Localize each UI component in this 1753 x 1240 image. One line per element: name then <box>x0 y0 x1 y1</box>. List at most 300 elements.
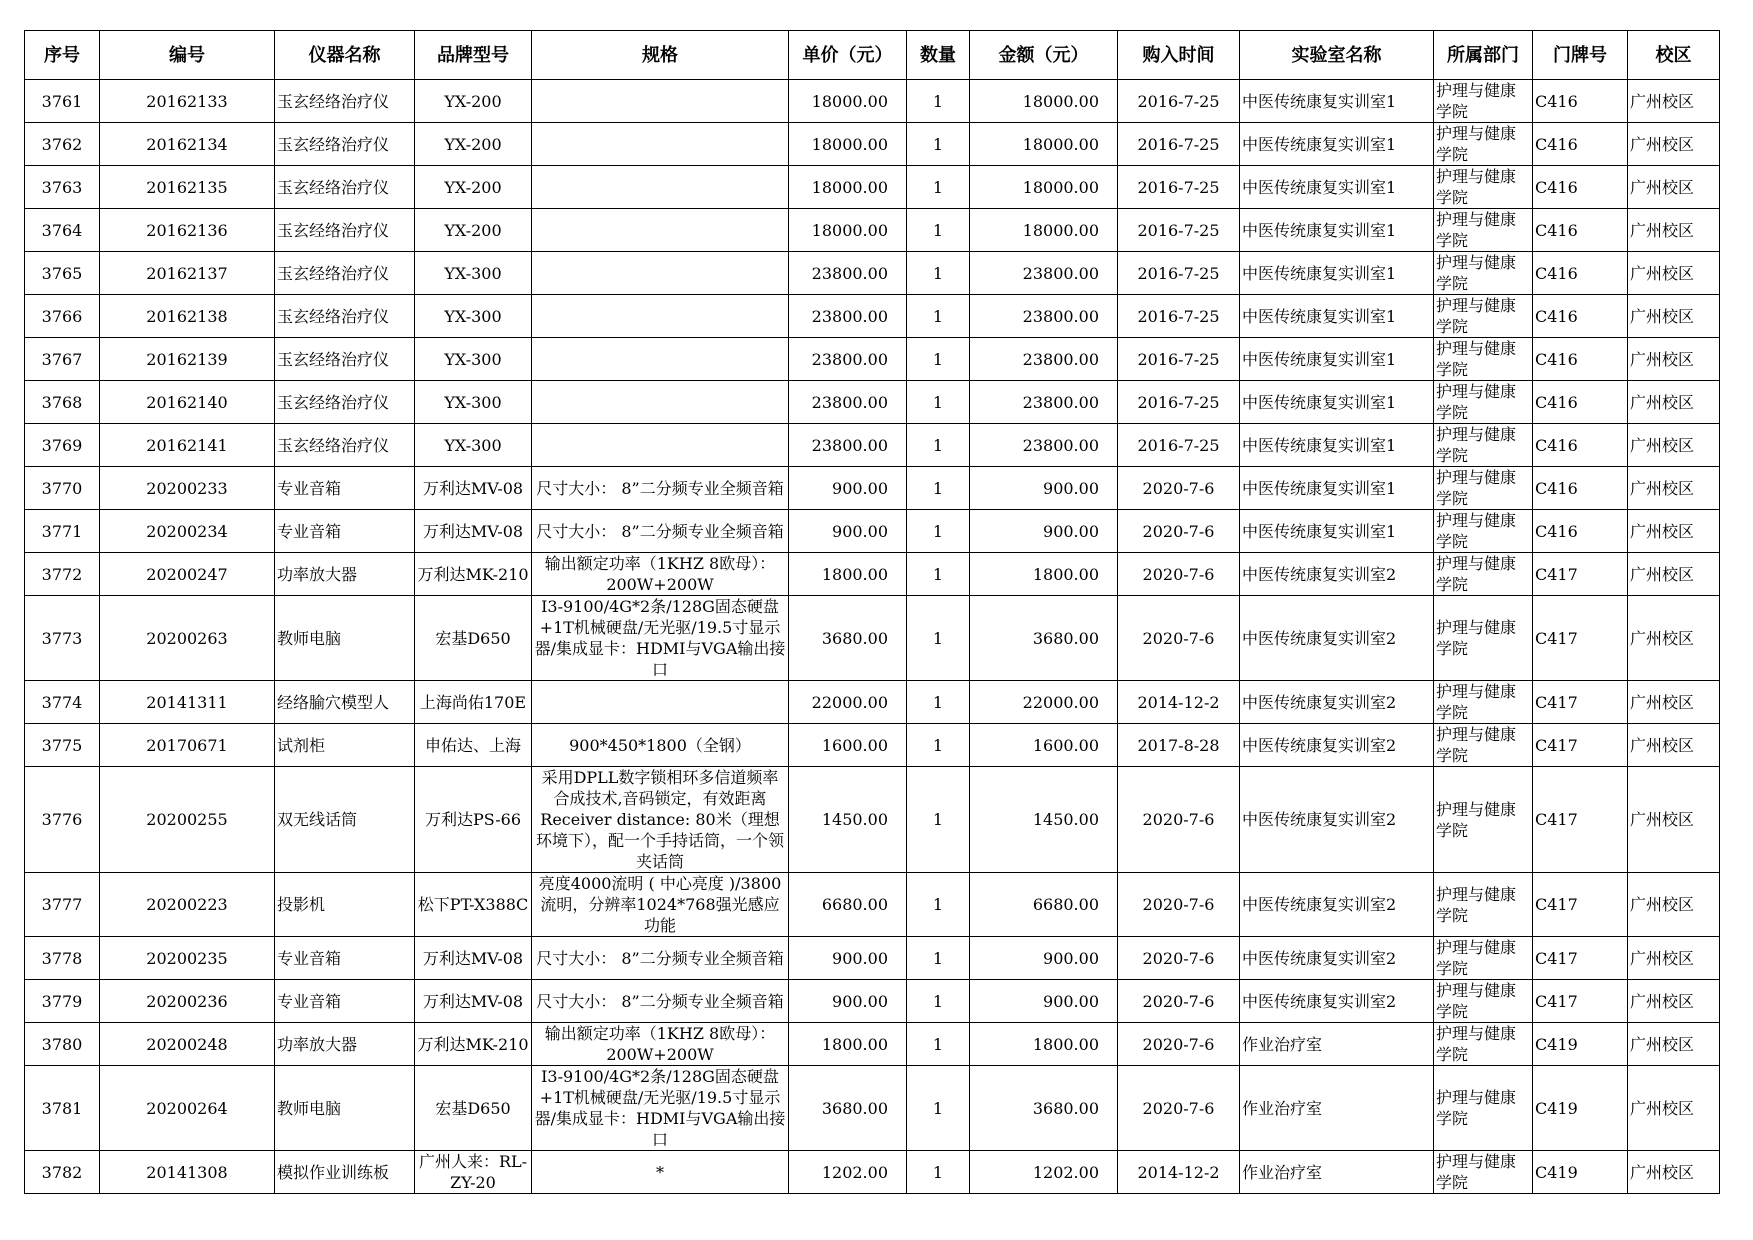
cell-col-seq <box>25 873 100 937</box>
header-col-campus: 校区 <box>1628 31 1720 80</box>
cell-col-department <box>1434 510 1533 553</box>
cell-col-campus <box>1628 295 1720 338</box>
cell-text: 广州校区 <box>1630 91 1695 111</box>
cell-col-amount <box>970 166 1118 209</box>
cell-text: C417 <box>1535 735 1578 755</box>
cell-col-spec <box>532 553 789 596</box>
table-row <box>25 553 1720 596</box>
cell-text: 900.00 <box>832 948 888 968</box>
cell-text: 2020-7-6 <box>1142 628 1215 648</box>
cell-col-unit-price <box>789 724 907 767</box>
cell-text: 2016-7-25 <box>1137 306 1220 326</box>
cell-col-campus <box>1628 937 1720 980</box>
table-row <box>25 80 1720 123</box>
cell-col-instrument <box>275 980 415 1023</box>
cell-text: 3767 <box>41 349 83 369</box>
cell-col-amount <box>970 596 1118 681</box>
cell-text: C416 <box>1535 521 1578 541</box>
cell-text: 玉玄经络治疗仪 <box>277 435 390 455</box>
cell-col-lab-name <box>1240 767 1434 873</box>
cell-col-seq <box>25 166 100 209</box>
table-body <box>25 80 1720 1194</box>
cell-text: 20162136 <box>146 220 228 240</box>
cell-col-seq <box>25 937 100 980</box>
cell-col-spec <box>532 381 789 424</box>
cell-text: 1 <box>932 692 944 712</box>
cell-col-purchase-date <box>1118 1066 1240 1151</box>
cell-text: 广州校区 <box>1630 564 1695 584</box>
cell-text: 中医传统康复实训室1 <box>1242 306 1397 326</box>
cell-text: 2016-7-25 <box>1137 349 1220 369</box>
cell-text: 20200236 <box>146 991 228 1011</box>
cell-text: 3769 <box>41 435 83 455</box>
cell-text: 20162135 <box>146 177 228 197</box>
cell-text: 18000.00 <box>1022 91 1099 111</box>
cell-col-seq <box>25 338 100 381</box>
cell-col-department <box>1434 123 1533 166</box>
cell-col-code <box>100 252 275 295</box>
cell-col-qty <box>907 553 970 596</box>
cell-text: 试剂柜 <box>277 735 326 755</box>
cell-col-model <box>415 937 532 980</box>
cell-col-purchase-date <box>1118 510 1240 553</box>
cell-text: 3680.00 <box>821 628 888 648</box>
cell-col-model <box>415 510 532 553</box>
cell-col-room <box>1533 1151 1628 1194</box>
cell-text: 22000.00 <box>1022 692 1099 712</box>
cell-col-spec <box>532 1066 789 1151</box>
cell-col-campus <box>1628 1066 1720 1151</box>
cell-text: 万利达MV-08 <box>422 948 524 968</box>
table-row <box>25 873 1720 937</box>
cell-text: C417 <box>1535 628 1578 648</box>
cell-col-qty <box>907 295 970 338</box>
cell-text: 3770 <box>41 478 83 498</box>
cell-text: 3765 <box>41 263 83 283</box>
cell-col-campus <box>1628 166 1720 209</box>
cell-col-spec <box>532 937 789 980</box>
cell-col-campus <box>1628 80 1720 123</box>
cell-text: 1800.00 <box>1032 564 1099 584</box>
cell-text: 20170671 <box>146 735 228 755</box>
cell-text: 万利达MV-08 <box>422 991 524 1011</box>
header-col-code: 编号 <box>100 31 275 80</box>
table-row <box>25 252 1720 295</box>
cell-text: 1 <box>932 564 944 584</box>
cell-col-spec <box>532 510 789 553</box>
cell-col-amount <box>970 767 1118 873</box>
cell-text: YX-300 <box>444 435 502 455</box>
cell-col-code <box>100 596 275 681</box>
cell-text: 3768 <box>41 392 83 412</box>
cell-text: 3680.00 <box>821 1098 888 1118</box>
cell-col-qty <box>907 937 970 980</box>
cell-text: C417 <box>1535 991 1578 1011</box>
header-col-seq: 序号 <box>25 31 100 80</box>
cell-text: 教师电脑 <box>277 1098 342 1118</box>
cell-col-campus <box>1628 681 1720 724</box>
cell-text: 1 <box>932 478 944 498</box>
cell-text: 23800.00 <box>811 263 888 283</box>
cell-col-amount <box>970 467 1118 510</box>
cell-text: 2020-7-6 <box>1142 810 1215 829</box>
cell-col-campus <box>1628 381 1720 424</box>
cell-text: 亮度4000流明 ( 中心亮度 )/3800流明，分辨率1024*768强光感应功能 <box>538 874 782 935</box>
cell-text: 23800.00 <box>811 435 888 455</box>
cell-col-unit-price <box>789 510 907 553</box>
cell-col-instrument <box>275 209 415 252</box>
cell-col-unit-price <box>789 1023 907 1066</box>
cell-col-lab-name <box>1240 937 1434 980</box>
cell-col-instrument <box>275 123 415 166</box>
cell-col-lab-name <box>1240 873 1434 937</box>
cell-col-room <box>1533 596 1628 681</box>
cell-text: 玉玄经络治疗仪 <box>277 91 390 111</box>
cell-text: 1450.00 <box>1032 810 1099 829</box>
cell-col-spec <box>532 1151 789 1194</box>
cell-text: C417 <box>1535 895 1578 914</box>
cell-col-purchase-date <box>1118 166 1240 209</box>
cell-text: 广州校区 <box>1630 628 1695 648</box>
cell-text: 20162141 <box>146 435 228 455</box>
cell-col-spec <box>532 596 789 681</box>
cell-col-campus <box>1628 338 1720 381</box>
cell-col-qty <box>907 209 970 252</box>
cell-col-department <box>1434 252 1533 295</box>
cell-text: 1 <box>932 1034 944 1054</box>
cell-text: 中医传统康复实训室1 <box>1242 91 1397 111</box>
cell-col-qty <box>907 1023 970 1066</box>
cell-col-model <box>415 1151 532 1194</box>
cell-col-model <box>415 724 532 767</box>
cell-col-unit-price <box>789 553 907 596</box>
cell-text: 专业音箱 <box>277 991 342 1011</box>
cell-text: 教师电脑 <box>277 628 342 648</box>
cell-col-instrument <box>275 381 415 424</box>
cell-text: 广州校区 <box>1630 895 1695 914</box>
cell-col-campus <box>1628 767 1720 873</box>
cell-text: I3-9100/4G*2条/128G固态硬盘+1T机械硬盘/无光驱/19.5寸显示器/集成显卡：HDMI与VGA输出接口 <box>534 1067 786 1149</box>
cell-text: 护理与健康学院 <box>1436 884 1517 925</box>
cell-col-department <box>1434 381 1533 424</box>
cell-col-department <box>1434 980 1533 1023</box>
cell-col-department <box>1434 681 1533 724</box>
cell-text: 900.00 <box>832 521 888 541</box>
cell-col-department <box>1434 1023 1533 1066</box>
cell-col-room <box>1533 209 1628 252</box>
cell-text: 3782 <box>41 1162 83 1182</box>
cell-col-room <box>1533 553 1628 596</box>
cell-col-spec <box>532 80 789 123</box>
cell-col-lab-name <box>1240 596 1434 681</box>
cell-text: 尺寸大小： 8”二分频专业全频音箱 <box>536 478 784 498</box>
cell-col-qty <box>907 80 970 123</box>
table-row <box>25 767 1720 873</box>
cell-text: 投影机 <box>277 895 326 914</box>
cell-text: 20141311 <box>146 692 228 712</box>
cell-col-spec <box>532 767 789 873</box>
cell-text: 输出额定功率（1KHZ 8欧母）：200W+200W <box>544 554 776 594</box>
cell-col-campus <box>1628 510 1720 553</box>
cell-col-instrument <box>275 467 415 510</box>
cell-col-code <box>100 724 275 767</box>
cell-text: 23800.00 <box>1022 349 1099 369</box>
cell-text: 2020-7-6 <box>1142 991 1215 1011</box>
cell-col-spec <box>532 209 789 252</box>
cell-text: 专业音箱 <box>277 478 342 498</box>
cell-col-unit-price <box>789 80 907 123</box>
cell-col-code <box>100 937 275 980</box>
cell-text: 广州校区 <box>1630 692 1695 712</box>
cell-text: 广州校区 <box>1630 435 1695 455</box>
cell-col-model <box>415 553 532 596</box>
cell-text: 2014-12-2 <box>1137 692 1220 712</box>
table-row <box>25 338 1720 381</box>
cell-col-seq <box>25 510 100 553</box>
table-row <box>25 681 1720 724</box>
cell-col-instrument <box>275 295 415 338</box>
cell-text: 1800.00 <box>821 1034 888 1054</box>
table-row <box>25 295 1720 338</box>
cell-col-unit-price <box>789 424 907 467</box>
cell-text: 23800.00 <box>811 306 888 326</box>
cell-text: 护理与健康学院 <box>1436 210 1517 250</box>
cell-col-instrument <box>275 252 415 295</box>
cell-col-purchase-date <box>1118 209 1240 252</box>
cell-col-instrument <box>275 937 415 980</box>
cell-col-model <box>415 424 532 467</box>
cell-col-seq <box>25 1151 100 1194</box>
header-col-qty: 数量 <box>907 31 970 80</box>
cell-text: 18000.00 <box>1022 220 1099 240</box>
table-row <box>25 980 1720 1023</box>
cell-text: 1202.00 <box>1032 1162 1099 1182</box>
cell-col-spec <box>532 873 789 937</box>
cell-text: 3764 <box>41 220 83 240</box>
cell-text: 2020-7-6 <box>1142 895 1215 914</box>
cell-text: 玉玄经络治疗仪 <box>277 220 390 240</box>
cell-col-campus <box>1628 873 1720 937</box>
cell-col-seq <box>25 424 100 467</box>
cell-text: 2016-7-25 <box>1137 392 1220 412</box>
cell-text: 护理与健康学院 <box>1436 124 1517 164</box>
cell-text: 3761 <box>41 91 83 111</box>
cell-text: 护理与健康学院 <box>1436 1088 1517 1128</box>
cell-col-code <box>100 1151 275 1194</box>
cell-col-unit-price <box>789 295 907 338</box>
cell-col-purchase-date <box>1118 724 1240 767</box>
cell-text: 20162140 <box>146 392 228 412</box>
cell-col-code <box>100 467 275 510</box>
cell-text: 20200247 <box>146 564 228 584</box>
cell-text: 功率放大器 <box>277 564 358 584</box>
cell-col-model <box>415 209 532 252</box>
cell-text: 护理与健康学院 <box>1436 253 1517 293</box>
cell-col-seq <box>25 295 100 338</box>
cell-text: C417 <box>1535 948 1578 968</box>
cell-text: C419 <box>1535 1098 1578 1118</box>
cell-text: 1 <box>932 895 944 914</box>
cell-col-code <box>100 873 275 937</box>
cell-text: YX-200 <box>444 177 502 197</box>
cell-col-unit-price <box>789 338 907 381</box>
cell-col-lab-name <box>1240 510 1434 553</box>
cell-col-spec <box>532 338 789 381</box>
cell-text: 1 <box>932 91 944 111</box>
cell-text: 广州校区 <box>1630 1162 1695 1182</box>
cell-col-amount <box>970 123 1118 166</box>
cell-text: 20200255 <box>146 810 228 829</box>
cell-col-campus <box>1628 1023 1720 1066</box>
cell-text: 23800.00 <box>1022 392 1099 412</box>
cell-text: 中医传统康复实训室1 <box>1242 220 1397 240</box>
cell-col-code <box>100 338 275 381</box>
cell-text: 广州校区 <box>1630 306 1695 326</box>
cell-text: C419 <box>1535 1034 1578 1054</box>
cell-text: 900.00 <box>832 478 888 498</box>
cell-col-qty <box>907 596 970 681</box>
header-col-purchase-date: 购入时间 <box>1118 31 1240 80</box>
cell-col-purchase-date <box>1118 467 1240 510</box>
cell-text: 18000.00 <box>1022 177 1099 197</box>
cell-col-seq <box>25 209 100 252</box>
cell-text: 20162134 <box>146 134 228 154</box>
cell-text: 1 <box>932 392 944 412</box>
cell-col-lab-name <box>1240 467 1434 510</box>
cell-col-room <box>1533 1023 1628 1066</box>
cell-col-unit-price <box>789 681 907 724</box>
cell-text: 经络腧穴模型人 <box>277 692 390 712</box>
cell-text: 玉玄经络治疗仪 <box>277 392 390 412</box>
cell-col-amount <box>970 681 1118 724</box>
cell-col-department <box>1434 1066 1533 1151</box>
cell-col-purchase-date <box>1118 424 1240 467</box>
cell-col-lab-name <box>1240 123 1434 166</box>
cell-text: 宏基D650 <box>435 628 511 648</box>
cell-col-lab-name <box>1240 980 1434 1023</box>
cell-text: 20162137 <box>146 263 228 283</box>
cell-col-instrument <box>275 1023 415 1066</box>
cell-text: 上海尚佑170E <box>419 692 527 712</box>
cell-text: 3773 <box>41 628 83 648</box>
cell-col-code <box>100 681 275 724</box>
cell-col-department <box>1434 553 1533 596</box>
cell-col-amount <box>970 424 1118 467</box>
cell-text: 护理与健康学院 <box>1436 81 1517 121</box>
cell-col-qty <box>907 767 970 873</box>
cell-col-model <box>415 596 532 681</box>
cell-col-seq <box>25 724 100 767</box>
cell-text: 6680.00 <box>1032 895 1099 914</box>
equipment-table <box>24 30 1720 1194</box>
cell-col-seq <box>25 980 100 1023</box>
cell-text: 中医传统康复实训室2 <box>1242 948 1397 968</box>
cell-col-seq <box>25 123 100 166</box>
cell-col-code <box>100 510 275 553</box>
cell-col-lab-name <box>1240 166 1434 209</box>
cell-text: 2020-7-6 <box>1142 948 1215 968</box>
cell-col-model <box>415 767 532 873</box>
cell-text: 中医传统康复实训室2 <box>1242 564 1397 584</box>
cell-col-department <box>1434 467 1533 510</box>
cell-text: 6680.00 <box>821 895 888 914</box>
cell-col-qty <box>907 467 970 510</box>
cell-col-room <box>1533 381 1628 424</box>
cell-text: I3-9100/4G*2条/128G固态硬盘+1T机械硬盘/无光驱/19.5寸显示器/集成显卡：HDMI与VGA输出接口 <box>534 597 786 679</box>
cell-col-model <box>415 1023 532 1066</box>
header-col-model: 品牌型号 <box>415 31 532 80</box>
cell-text: 3776 <box>41 810 83 829</box>
cell-text: 900.00 <box>1043 948 1099 968</box>
cell-col-unit-price <box>789 1066 907 1151</box>
cell-col-campus <box>1628 252 1720 295</box>
cell-col-qty <box>907 123 970 166</box>
cell-col-seq <box>25 681 100 724</box>
cell-col-campus <box>1628 1151 1720 1194</box>
cell-text: 作业治疗室 <box>1242 1162 1323 1182</box>
cell-text: 广州校区 <box>1630 735 1695 755</box>
cell-col-amount <box>970 724 1118 767</box>
cell-text: 尺寸大小： 8”二分频专业全频音箱 <box>536 991 784 1011</box>
cell-text: 1 <box>932 177 944 197</box>
cell-text: 1 <box>932 948 944 968</box>
cell-col-amount <box>970 252 1118 295</box>
table-row <box>25 724 1720 767</box>
cell-col-spec <box>532 724 789 767</box>
cell-col-campus <box>1628 424 1720 467</box>
cell-text: 玉玄经络治疗仪 <box>277 134 390 154</box>
cell-text: 广州校区 <box>1630 263 1695 283</box>
cell-col-purchase-date <box>1118 123 1240 166</box>
cell-text: 3762 <box>41 134 83 154</box>
cell-text: C416 <box>1535 478 1578 498</box>
cell-text: 18000.00 <box>811 220 888 240</box>
cell-col-seq <box>25 553 100 596</box>
cell-col-model <box>415 681 532 724</box>
cell-col-qty <box>907 424 970 467</box>
cell-col-qty <box>907 1066 970 1151</box>
cell-text: 广州校区 <box>1630 521 1695 541</box>
cell-col-department <box>1434 166 1533 209</box>
cell-text: C419 <box>1535 1162 1578 1182</box>
cell-col-seq <box>25 467 100 510</box>
cell-text: 广州校区 <box>1630 810 1695 829</box>
cell-col-code <box>100 166 275 209</box>
table-row <box>25 1023 1720 1066</box>
cell-text: 中医传统康复实训室1 <box>1242 177 1397 197</box>
cell-text: 2016-7-25 <box>1137 134 1220 154</box>
cell-col-unit-price <box>789 937 907 980</box>
cell-text: C417 <box>1535 564 1578 584</box>
cell-col-department <box>1434 338 1533 381</box>
cell-col-room <box>1533 510 1628 553</box>
cell-col-code <box>100 295 275 338</box>
cell-col-instrument <box>275 1066 415 1151</box>
cell-col-spec <box>532 252 789 295</box>
cell-text: 模拟作业训练板 <box>277 1162 390 1182</box>
cell-col-model <box>415 980 532 1023</box>
cell-col-department <box>1434 209 1533 252</box>
cell-text: 2016-7-25 <box>1137 177 1220 197</box>
cell-text: 2020-7-6 <box>1142 1098 1215 1118</box>
cell-col-seq <box>25 80 100 123</box>
cell-col-spec <box>532 980 789 1023</box>
cell-col-unit-price <box>789 252 907 295</box>
cell-col-code <box>100 553 275 596</box>
cell-text: 1 <box>932 991 944 1011</box>
cell-col-instrument <box>275 596 415 681</box>
cell-col-purchase-date <box>1118 596 1240 681</box>
